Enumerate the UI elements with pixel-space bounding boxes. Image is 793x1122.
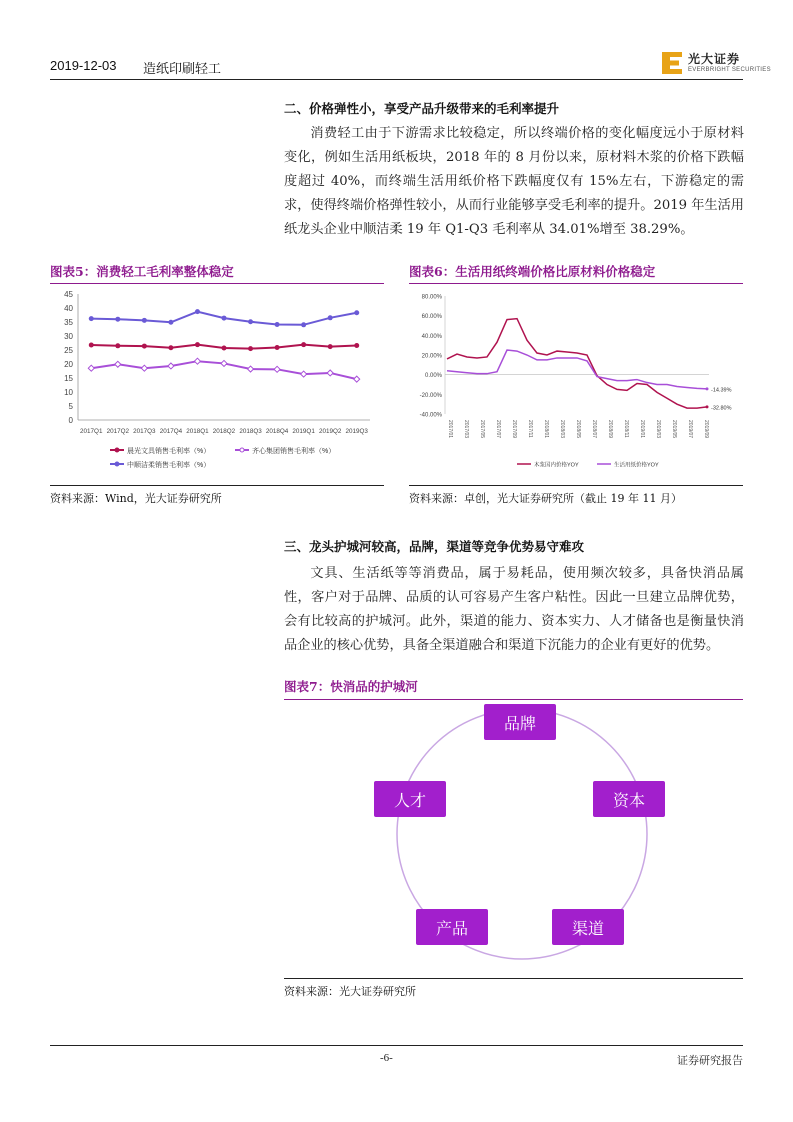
x-tick-label: 2017Q4: [159, 428, 183, 435]
moat-item-talent: 人才: [374, 781, 446, 817]
figure-5-title: 图表5：消费轻工毛利率整体稳定: [50, 264, 234, 279]
x-tick-label: 2018/01: [543, 420, 549, 439]
y-tick-label: -20.00%: [419, 392, 442, 399]
y-tick-label: 35: [64, 318, 73, 327]
x-tick-label: 2017Q2: [106, 428, 130, 435]
x-tick-label: 2018/05: [575, 420, 581, 439]
moat-item-channel: 渠道: [552, 909, 624, 945]
x-tick-label: 2018/03: [559, 420, 565, 439]
logo-name: 光大证券: [688, 52, 741, 66]
section-2-title: 二、价格弹性小，享受产品升级带来的毛利率提升: [284, 101, 560, 116]
data-point: [248, 319, 253, 324]
y-tick-label: 0.00%: [424, 373, 442, 380]
y-tick-label: 0: [68, 416, 73, 425]
data-point: [301, 322, 306, 327]
header-date: 2019-12-03: [50, 58, 117, 73]
end-data-label: -14.39%: [711, 387, 732, 394]
x-tick-label: 2019Q3: [345, 428, 368, 435]
x-tick-label: 2017Q3: [133, 428, 156, 435]
data-point: [274, 366, 280, 372]
y-tick-label: 15: [64, 374, 73, 383]
figure-6-source: 资料来源：卓创，光大证券研究所（截止 19 年 11 月）: [409, 492, 682, 505]
y-tick-label: 80.00%: [421, 294, 442, 301]
figure-5-title-rule: [50, 283, 384, 284]
x-tick-label: 2018Q1: [186, 428, 209, 435]
figure-6-chart: [409, 286, 743, 482]
data-point: [195, 342, 200, 347]
x-tick-label: 2019/01: [639, 420, 645, 439]
data-point: [194, 358, 200, 364]
footer-label: 证券研究报告: [677, 1054, 743, 1067]
data-point: [221, 360, 227, 366]
x-tick-label: 2019/07: [687, 420, 693, 439]
series-line: [447, 350, 707, 389]
figure-7-title: 图表7：快消品的护城河: [284, 679, 418, 694]
section-3-paragraph: 文具、生活纸等等消费品，属于易耗品，使用频次较多，具备快消品属性，客户对于品牌、品质的认可容易产生客户粘性。因此一旦建立品牌优势，会有比较高的护城河。此外，渠道的能力、资本实力、人才储备也是衡量快消品企业的核心优势，具备全渠道融合和渠道下沉能力的企业有更好的优势。: [284, 566, 744, 653]
data-point: [354, 343, 359, 348]
legend-label: 中顺洁柔销售毛利率（%）: [127, 462, 211, 469]
data-point: [327, 370, 333, 376]
y-tick-label: 25: [64, 346, 73, 355]
data-point: [168, 363, 174, 369]
end-point: [706, 387, 709, 390]
figure-5-bottom-rule: [50, 485, 384, 486]
data-point: [354, 310, 359, 315]
data-point: [115, 361, 121, 367]
logo-subtitle: EVERBRIGHT SECURITIES: [688, 67, 771, 73]
data-point: [301, 342, 306, 347]
header-category: 造纸印刷轻工: [143, 62, 222, 77]
data-point: [142, 318, 147, 323]
legend-label: 木浆国内价格YOY: [534, 462, 579, 469]
x-tick-label: 2019/05: [671, 420, 677, 439]
x-tick-label: 2018/11: [623, 420, 629, 438]
data-point: [248, 346, 253, 351]
data-point: [354, 376, 360, 382]
moat-item-product: 产品: [416, 909, 488, 945]
section-2-paragraph: 消费轻工由于下游需求比较稳定，所以终端价格的变化幅度远小于原材料变化，例如生活用纸板块，2018 年的 8 月份以来，原材料木浆的价格下跌幅度超过 40%，而终端生活用纸价格下跌幅度仅有 15%左右，下游稳定的需求，使得终端价格弹性较小，从而行业能够享受毛利率的提升。2019 年生活用纸龙头企业中顺洁柔 19 年 Q1-Q3 毛利率从 34.01%增至 38.29%。: [284, 126, 744, 237]
data-point: [115, 343, 120, 348]
data-point: [115, 317, 120, 322]
x-tick-label: 2018Q3: [239, 428, 262, 435]
x-tick-label: 2017/01: [447, 420, 453, 439]
data-point: [141, 365, 147, 371]
moat-item-capital: 资本: [593, 781, 665, 817]
x-tick-label: 2017/09: [511, 420, 517, 439]
data-point: [168, 345, 173, 350]
figure-6-title-rule: [409, 283, 743, 284]
data-point: [89, 316, 94, 321]
legend-marker: [115, 448, 119, 452]
end-data-label: -32.80%: [711, 405, 732, 412]
y-tick-label: 5: [68, 402, 73, 411]
data-point: [222, 346, 227, 351]
legend-label: 晨光文具销售毛利率（%）: [127, 448, 211, 455]
legend-marker: [240, 448, 244, 452]
header-rule: [50, 79, 743, 80]
y-tick-label: 10: [64, 388, 73, 397]
data-point: [301, 371, 307, 377]
x-tick-label: 2018Q2: [212, 428, 236, 435]
data-point: [275, 322, 280, 327]
legend-label: 生活用纸价格YOY: [614, 462, 659, 469]
x-tick-label: 2017/03: [463, 420, 469, 439]
x-tick-label: 2017/11: [527, 420, 533, 438]
moat-item-brand: 品牌: [484, 704, 556, 740]
x-tick-label: 2019/03: [655, 420, 661, 439]
figure-6-bottom-rule: [409, 485, 743, 486]
company-logo-icon: [660, 50, 684, 76]
x-tick-label: 2017Q1: [80, 428, 103, 435]
y-tick-label: 60.00%: [421, 314, 442, 321]
data-point: [195, 309, 200, 314]
figure-7-bottom-rule: [284, 978, 743, 979]
y-tick-label: -40.00%: [419, 412, 442, 419]
data-point: [89, 342, 94, 347]
data-point: [328, 315, 333, 320]
data-point: [168, 320, 173, 325]
x-tick-label: 2018Q4: [265, 428, 289, 435]
figure-6-title: 图表6：生活用纸终端价格比原材料价格稳定: [409, 264, 656, 279]
data-point: [88, 365, 94, 371]
end-point: [706, 405, 709, 408]
data-point: [142, 344, 147, 349]
x-tick-label: 2019Q1: [292, 428, 315, 435]
legend-marker: [115, 462, 119, 466]
section-3-title: 三、龙头护城河较高，品牌，渠道等竞争优势易守难攻: [284, 539, 585, 554]
series-line: [447, 319, 707, 408]
y-tick-label: 45: [64, 290, 73, 299]
x-tick-label: 2019/09: [703, 420, 709, 439]
figure-5-source: 资料来源：Wind，光大证券研究所: [50, 492, 222, 505]
page-number: -6-: [380, 1052, 393, 1064]
y-tick-label: 20: [64, 360, 73, 369]
x-tick-label: 2017/07: [495, 420, 501, 439]
figure-7-source: 资料来源：光大证券研究所: [284, 985, 416, 998]
data-point: [222, 316, 227, 321]
data-point: [275, 345, 280, 350]
moat-circle-diagram: [284, 700, 743, 975]
y-tick-label: 40: [64, 304, 73, 313]
y-tick-label: 40.00%: [421, 333, 442, 340]
data-point: [248, 366, 254, 372]
y-tick-label: 30: [64, 332, 73, 341]
x-tick-label: 2018/09: [607, 420, 613, 439]
legend-label: 齐心集团销售毛利率（%）: [252, 448, 336, 455]
x-tick-label: 2017/05: [479, 420, 485, 439]
footer-rule: [50, 1045, 743, 1046]
data-point: [328, 344, 333, 349]
x-tick-label: 2018/07: [591, 420, 597, 439]
x-tick-label: 2019Q2: [318, 428, 342, 435]
y-tick-label: 20.00%: [421, 353, 442, 360]
figure-5-chart: [50, 286, 384, 482]
